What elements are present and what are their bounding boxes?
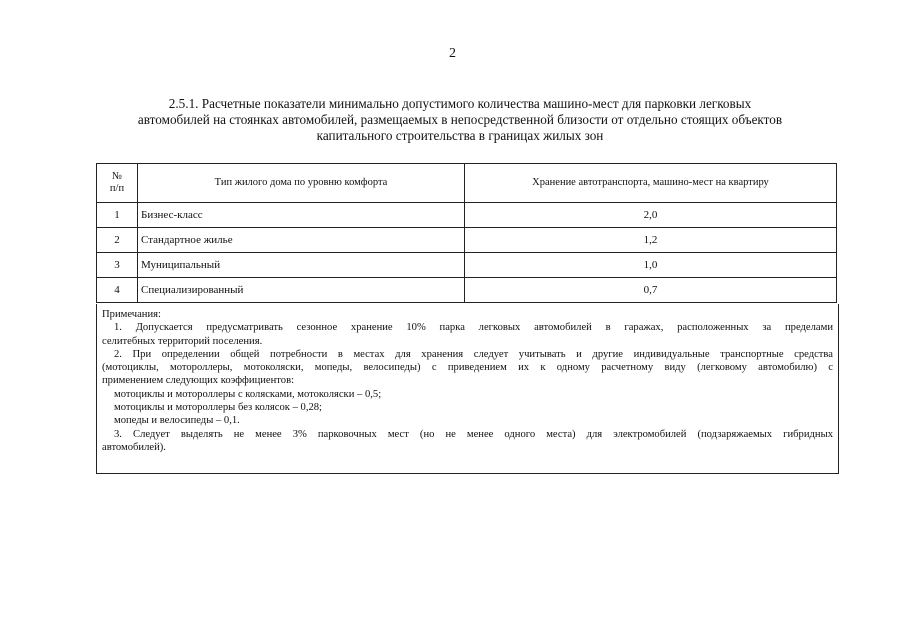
heading-line-2: автомобилей на стоянках автомобилей, размещаемых в непосредственной близости от отдельно стоящих объектов [137, 112, 783, 127]
note-2-line-1: 2. При определении общей потребности в местах для хранения следует учитывать и другие индивидуальные транспортные средства [114, 348, 833, 360]
coefficient-1: мотоциклы и мотороллеры с колясками, мотоколяски – 0,5; [114, 388, 382, 400]
table-row [97, 203, 837, 228]
table-row [97, 278, 837, 303]
row-storage-value: 1,2 [465, 228, 837, 253]
header-number-line-2: п/п [109, 183, 125, 194]
header-house-type: Тип жилого дома по уровню комфорта [138, 164, 465, 203]
notes-title: Примечания: [102, 309, 161, 320]
header-number [97, 164, 138, 203]
notes-section [96, 304, 839, 474]
coefficient-2: мотоциклы и мотороллеры без колясок – 0,28; [114, 402, 323, 414]
row-storage-value: 2,0 [465, 203, 837, 228]
coefficient-3: мопеды и велосипеды – 0,1. [114, 415, 240, 427]
row-number: 1 [97, 203, 138, 228]
row-house-type: Специализированный [138, 278, 465, 303]
row-number: 3 [97, 253, 138, 278]
note-2-line-3: применением следующих коэффициентов: [102, 375, 295, 387]
note-2-line-2: (мотоциклы, мотороллеры, мотоколяски, мопеды, велосипеды) с приведением их к одному расчетному виду (легковому автомобилю) с [102, 362, 833, 374]
page-number: 2 [449, 46, 456, 61]
header-number-line-1: № [111, 171, 123, 182]
row-storage-value: 0,7 [465, 278, 837, 303]
row-number: 4 [97, 278, 138, 303]
table-row [97, 228, 837, 253]
row-house-type: Бизнес-класс [138, 203, 465, 228]
note-3-line-2: автомобилей). [102, 441, 166, 453]
section-heading [100, 96, 820, 144]
note-3-line-1: 3. Следует выделять не менее 3% парковочных мест (но не менее одного места) для электромобилей (подзаряжаемых гибридных [114, 428, 833, 440]
table-header-row [97, 164, 837, 203]
header-storage: Хранение автотранспорта, машино-мест на квартиру [465, 164, 837, 203]
note-1-line-1: 1. Допускается предусматривать сезонное хранение 10% парка легковых автомобилей в гаражах, расположенных за пределами [114, 322, 833, 334]
heading-line-1: 2.5.1. Расчетные показатели минимально допустимого количества машино-мест для парковки легковых [168, 96, 752, 111]
heading-line-3: капитального строительства в границах жилых зон [316, 128, 604, 143]
row-storage-value: 1,0 [465, 253, 837, 278]
note-1-line-2: селитебных территорий поселения. [102, 335, 263, 347]
table-row [97, 253, 837, 278]
parking-table [96, 163, 837, 303]
row-house-type: Стандартное жилье [138, 228, 465, 253]
row-house-type: Муниципальный [138, 253, 465, 278]
row-number: 2 [97, 228, 138, 253]
